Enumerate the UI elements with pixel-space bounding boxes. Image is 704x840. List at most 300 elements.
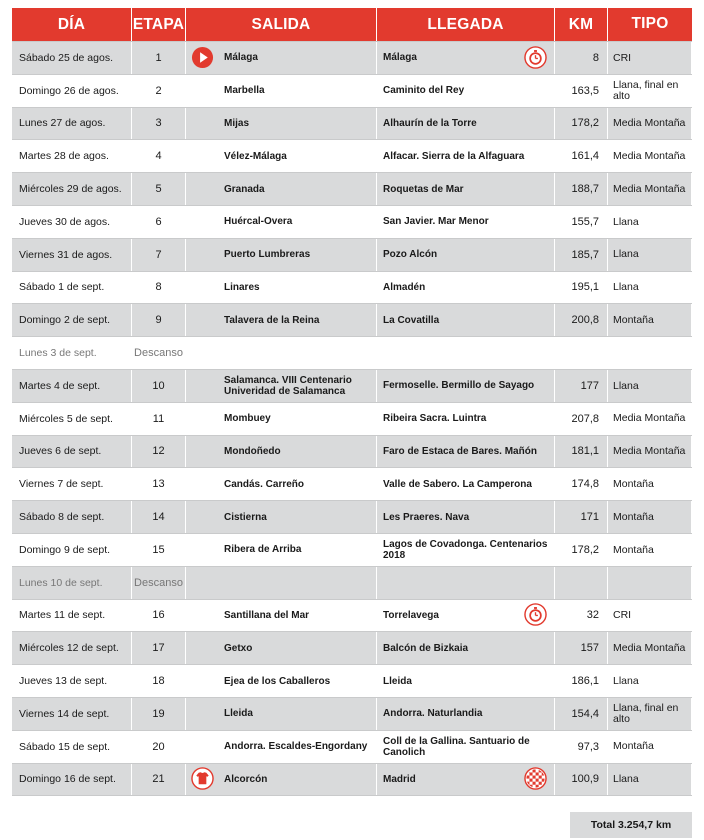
jersey-icon [191,767,214,790]
cell-dia [12,75,132,107]
cell-tipo [608,567,692,599]
cell-tipo [608,337,692,369]
rest-day-row [12,567,692,600]
cell-etapa [132,206,186,238]
cell-llegada [377,272,555,304]
table-row [12,764,692,797]
cell-etapa [132,632,186,664]
cell-dia [12,567,132,599]
table-row [12,731,692,764]
cell-dia [12,108,132,140]
cell-llegada [377,600,555,632]
cell-km [555,632,608,664]
cell-tipo [608,140,692,172]
cell-etapa-text: 15 [152,543,165,556]
table-row [12,468,692,501]
cell-dia-text: Domingo 9 de sept. [19,543,111,556]
cell-tipo [608,239,692,271]
cell-tipo-text: Media Montaña [613,412,686,425]
cell-salida-text: Vélez-Málaga [224,150,287,162]
cell-dia [12,272,132,304]
cell-salida-text: Linares [224,281,260,293]
cell-etapa-text: 13 [152,478,165,491]
cell-salida [186,42,377,74]
cell-tipo [608,632,692,664]
cell-km-text: 207,8 [571,412,599,425]
cell-salida [186,534,377,566]
cell-dia-text: Domingo 16 de sept. [19,773,116,786]
table-row [12,239,692,272]
cell-km [555,239,608,271]
table-row [12,140,692,173]
cell-dia-text: Lunes 10 de sept. [19,576,103,589]
cell-salida-text: Santillana del Mar [224,609,310,621]
cell-etapa [132,272,186,304]
cell-tipo-text: Media Montaña [613,117,686,130]
cell-llegada [377,764,555,796]
table-row [12,632,692,665]
cell-dia-text: Domingo 26 de agos. [19,84,119,97]
cell-llegada [377,75,555,107]
cell-salida [186,468,377,500]
cell-salida-text: Puerto Lumbreras [224,249,311,261]
cell-km-text: 188,7 [571,183,599,196]
cell-km [555,140,608,172]
cell-llegada [377,665,555,697]
rest-day-row [12,337,692,370]
cell-dia [12,173,132,205]
table-row [12,600,692,633]
cell-llegada [377,534,555,566]
cell-tipo-text: CRI [613,609,632,622]
cell-tipo [608,534,692,566]
cell-salida [186,272,377,304]
cell-llegada-text: Coll de la Gallina. Santuario de Canolich [383,735,530,758]
cell-tipo-text: Llana [613,773,639,786]
header-llegada: LLEGADA [377,8,555,41]
cell-tipo-text: Media Montaña [613,641,686,654]
cell-tipo [608,75,692,107]
cell-llegada-text: Valle de Sabero. La Camperona [383,478,532,490]
cell-tipo-text: Llana [613,215,639,228]
table-row [12,403,692,436]
cell-salida [186,600,377,632]
cell-tipo [608,272,692,304]
cell-etapa-text: 11 [152,412,165,425]
cell-km [555,370,608,402]
cell-km-text: 185,7 [571,248,599,261]
cell-km-text: 200,8 [571,314,599,327]
cell-km [555,337,608,369]
cell-salida [186,501,377,533]
cell-etapa-text: 18 [152,675,165,688]
cell-llegada [377,436,555,468]
cell-llegada-text: Andorra. Naturlandia [383,708,483,720]
cell-tipo [608,370,692,402]
cell-salida-text: Huércal-Overa [224,216,293,228]
cell-tipo-text: Montaña [613,314,654,327]
cell-dia-text: Jueves 6 de sept. [19,445,102,458]
cell-km [555,731,608,763]
cell-tipo-text: Montaña [613,478,654,490]
cell-etapa-text: 3 [155,117,162,130]
cell-llegada [377,698,555,730]
cell-dia [12,403,132,435]
cell-tipo-text: Llana, final en alto [613,702,679,725]
cell-llegada [377,206,555,238]
cell-dia [12,698,132,730]
cell-dia [12,632,132,664]
cell-llegada [377,370,555,402]
cell-llegada-text: Torrelavega [383,609,439,621]
cell-etapa [132,731,186,763]
cell-tipo [608,600,692,632]
cell-salida-text: Ejea de los Caballeros [224,675,331,687]
play-icon [191,46,214,69]
cell-llegada [377,140,555,172]
cell-etapa [132,239,186,271]
cell-salida-text: Andorra. Escaldes-Engordany [224,741,368,753]
cell-tipo-text: Llana [613,281,639,294]
cell-dia-text: Miércoles 12 de sept. [19,642,119,655]
cell-llegada-text: Málaga [383,52,417,64]
cell-etapa [132,764,186,796]
cell-dia-text: Sábado 25 de agos. [19,51,113,64]
cell-km-text: 171 [580,511,599,524]
cell-km-text: 100,9 [571,773,599,786]
cell-llegada [377,731,555,763]
cell-km-text: 97,3 [577,740,599,753]
cell-tipo [608,173,692,205]
cell-dia [12,436,132,468]
cell-salida [186,764,377,796]
cell-salida-text: Candás. Carreño [224,478,305,490]
cell-etapa-text: Descanso [134,576,183,589]
cell-llegada-text: Roquetas de Mar [383,183,464,195]
cell-salida [186,140,377,172]
cell-km-text: 157 [580,642,599,655]
cell-llegada [377,632,555,664]
cell-tipo [608,665,692,697]
cell-salida-text: Ribera de Arriba [224,544,302,556]
cell-llegada [377,173,555,205]
cell-tipo-text: Llana [613,674,639,687]
cell-dia-text: Jueves 30 de agos. [19,215,111,228]
table-row [12,42,692,75]
cell-etapa [132,140,186,172]
cell-salida-text: Málaga [224,52,258,64]
cell-km-text: 8 [592,51,599,64]
cell-etapa-text: 21 [152,773,165,786]
cell-dia-text: Miércoles 5 de sept. [19,412,113,425]
cell-km [555,42,608,74]
cell-km-text: 178,2 [571,117,599,130]
cell-km [555,665,608,697]
cell-tipo-text: Montaña [613,543,654,556]
cell-dia-text: Viernes 7 de sept. [19,478,104,491]
cell-salida [186,108,377,140]
cell-km [555,108,608,140]
cell-tipo [608,731,692,763]
cell-km [555,698,608,730]
cell-salida-text: Marbella [224,85,265,97]
cell-llegada-text: Caminito del Rey [383,85,465,97]
cell-dia [12,534,132,566]
cell-llegada-text: Madrid [383,773,416,785]
cell-salida [186,304,377,336]
header-tipo: TIPO [631,15,669,33]
header-salida: SALIDA [186,8,377,41]
cell-salida-text: Alcorcón [224,773,268,785]
cell-tipo [608,501,692,533]
cell-llegada-text: Fermoselle. Bermillo de Sayago [383,380,535,392]
table-body [12,42,692,796]
cell-tipo-text: Media Montaña [613,150,686,163]
cell-dia-text: Viernes 14 de sept. [19,707,110,720]
cell-salida-text: Getxo [224,642,253,654]
cell-etapa-text: 8 [155,281,162,294]
cell-tipo-text: Llana [613,379,639,392]
cell-km-text: 186,1 [571,675,599,688]
table-row [12,501,692,534]
cell-tipo-text: Llana, final en alto [613,79,679,102]
cell-etapa [132,501,186,533]
cell-dia-text: Martes 11 de sept. [19,609,106,622]
cell-dia [12,239,132,271]
cell-llegada-text: Lagos de Covadonga. Centenarios 2018 [383,538,548,561]
cell-km-text: 181,1 [571,445,599,458]
table-row [12,108,692,141]
cell-llegada [377,403,555,435]
cell-tipo [608,468,692,500]
header-etapa: ETAPA [132,8,186,41]
cell-llegada [377,501,555,533]
cell-salida [186,665,377,697]
cell-llegada-text: Les Praeres. Nava [383,511,470,523]
cell-km [555,600,608,632]
cell-llegada-text: Alfacar. Sierra de la Alfaguara [383,150,525,162]
table-row [12,206,692,239]
stages-table [12,8,692,796]
table-row [12,173,692,206]
cell-tipo-text: Montaña [613,740,654,753]
stopwatch-icon [524,46,547,69]
cell-dia [12,600,132,632]
cell-dia [12,764,132,796]
cell-salida [186,370,377,402]
cell-km-text: 163,5 [571,84,599,97]
cell-salida-text: Mombuey [224,413,271,425]
cell-dia-text: Jueves 13 de sept. [19,675,108,688]
cell-llegada-text: Balcón de Bizkaia [383,642,469,654]
cell-tipo-text: Montaña [613,510,654,523]
cell-km [555,272,608,304]
cell-etapa-text: 2 [155,84,162,97]
cell-dia [12,337,132,369]
cell-salida-text: Granada [224,183,265,195]
cell-km [555,206,608,238]
cell-tipo [608,698,692,730]
cell-llegada [377,239,555,271]
cell-salida [186,632,377,664]
cell-km [555,567,608,599]
cell-dia-text: Martes 28 de agos. [19,150,109,163]
cell-etapa [132,403,186,435]
cell-etapa [132,370,186,402]
cell-tipo [608,304,692,336]
cell-dia-text: Domingo 2 de sept. [19,314,111,327]
cell-etapa [132,567,186,599]
cell-dia-text: Sábado 8 de sept. [19,511,105,524]
cell-salida-text: Mijas [224,117,250,129]
cell-km [555,403,608,435]
cell-salida-text: Cistierna [224,511,267,523]
cell-etapa-text: 5 [155,183,162,196]
cell-llegada-text: Lleida [383,675,412,687]
cell-dia-text: Miércoles 29 de agos. [19,183,122,196]
cell-etapa [132,698,186,730]
cell-km-text: 155,7 [571,215,599,228]
cell-salida [186,239,377,271]
cell-etapa-text: 16 [152,609,165,622]
cell-llegada-text: Pozo Alcón [383,249,438,261]
cell-etapa-text: 7 [155,248,162,261]
cell-etapa [132,75,186,107]
cell-tipo-text: Media Montaña [613,182,686,195]
table-row [12,75,692,108]
cell-salida [186,698,377,730]
cell-llegada [377,304,555,336]
total-distance: Total 3.254,7 km [570,812,692,838]
cell-km [555,764,608,796]
cell-salida-text: Talavera de la Reina [224,314,320,326]
cell-dia-text: Sábado 15 de sept. [19,740,111,753]
cell-etapa [132,108,186,140]
cell-salida-text: Lleida [224,708,253,720]
cell-km [555,436,608,468]
table-row [12,272,692,305]
cell-etapa-text: Descanso [134,347,183,360]
cell-etapa [132,304,186,336]
cell-dia [12,370,132,402]
cell-llegada [377,468,555,500]
cell-etapa [132,468,186,500]
cell-km [555,75,608,107]
cell-km-text: 195,1 [571,281,599,294]
cell-km [555,501,608,533]
cell-tipo [608,42,692,74]
table-row [12,698,692,731]
cell-etapa-text: 12 [152,445,165,458]
cell-llegada [377,42,555,74]
cell-salida [186,337,377,369]
table-row [12,534,692,567]
cell-km-text: 174,8 [571,478,599,491]
cell-etapa [132,42,186,74]
cell-km-text: 32 [586,609,599,622]
cell-km-text: 178,2 [571,543,599,556]
table-row [12,436,692,469]
cell-dia [12,501,132,533]
header-dia: DÍA [12,8,132,41]
table-header [12,8,692,42]
cell-salida [186,173,377,205]
cell-llegada [377,567,555,599]
cell-etapa-text: 14 [152,511,165,524]
cell-km [555,534,608,566]
cell-dia-text: Viernes 31 de agos. [19,248,113,261]
cell-tipo [608,764,692,796]
cell-dia-text: Lunes 3 de sept. [19,347,97,360]
cell-etapa-text: 20 [152,740,165,753]
cell-etapa-text: 4 [155,150,162,163]
cell-tipo [608,403,692,435]
cell-llegada-text: Almadén [383,281,426,293]
cell-salida [186,567,377,599]
cell-salida-text: Mondoñedo [224,445,281,457]
cell-llegada-text: Faro de Estaca de Bares. Mañón [383,445,537,457]
cell-llegada-text: Ribeira Sacra. Luintra [383,413,487,425]
cell-tipo [608,436,692,468]
cell-llegada-text: San Javier. Mar Menor [383,216,489,228]
cell-etapa [132,665,186,697]
cell-tipo-text: Media Montaña [613,445,686,458]
cell-etapa-text: 6 [155,215,162,228]
cell-km-text: 177 [580,379,599,392]
stopwatch-icon [524,603,547,626]
cell-tipo [608,108,692,140]
cell-etapa [132,600,186,632]
cell-etapa-text: 10 [152,379,165,392]
cell-dia [12,468,132,500]
cell-km [555,173,608,205]
cell-dia [12,731,132,763]
cell-etapa [132,173,186,205]
cell-km-text: 154,4 [571,707,599,720]
cell-etapa-text: 1 [155,51,162,64]
header-km: KM [555,8,608,41]
cell-etapa [132,534,186,566]
cell-etapa-text: 19 [152,707,165,720]
cell-etapa [132,337,186,369]
cell-dia-text: Martes 4 de sept. [19,379,101,392]
table-row [12,665,692,698]
cell-km [555,468,608,500]
cell-etapa-text: 9 [155,314,162,327]
table-row [12,370,692,403]
cell-llegada [377,337,555,369]
cell-dia-text: Sábado 1 de sept. [19,281,105,294]
cell-dia [12,206,132,238]
table-row [12,304,692,337]
cell-dia [12,140,132,172]
cell-salida [186,75,377,107]
cell-salida [186,206,377,238]
checkered-flag-icon [524,767,547,790]
cell-tipo [608,206,692,238]
cell-llegada [377,108,555,140]
cell-etapa [132,436,186,468]
cell-llegada-text: La Covatilla [383,314,440,326]
cell-km [555,304,608,336]
cell-km-text: 161,4 [571,150,599,163]
cell-etapa-text: 17 [152,642,165,655]
cell-llegada-text: Alhaurín de la Torre [383,117,477,129]
cell-salida-text: Salamanca. VIII Centenario Univeridad de Salamanca [224,374,352,397]
cell-dia [12,304,132,336]
cell-salida [186,436,377,468]
cell-dia [12,42,132,74]
